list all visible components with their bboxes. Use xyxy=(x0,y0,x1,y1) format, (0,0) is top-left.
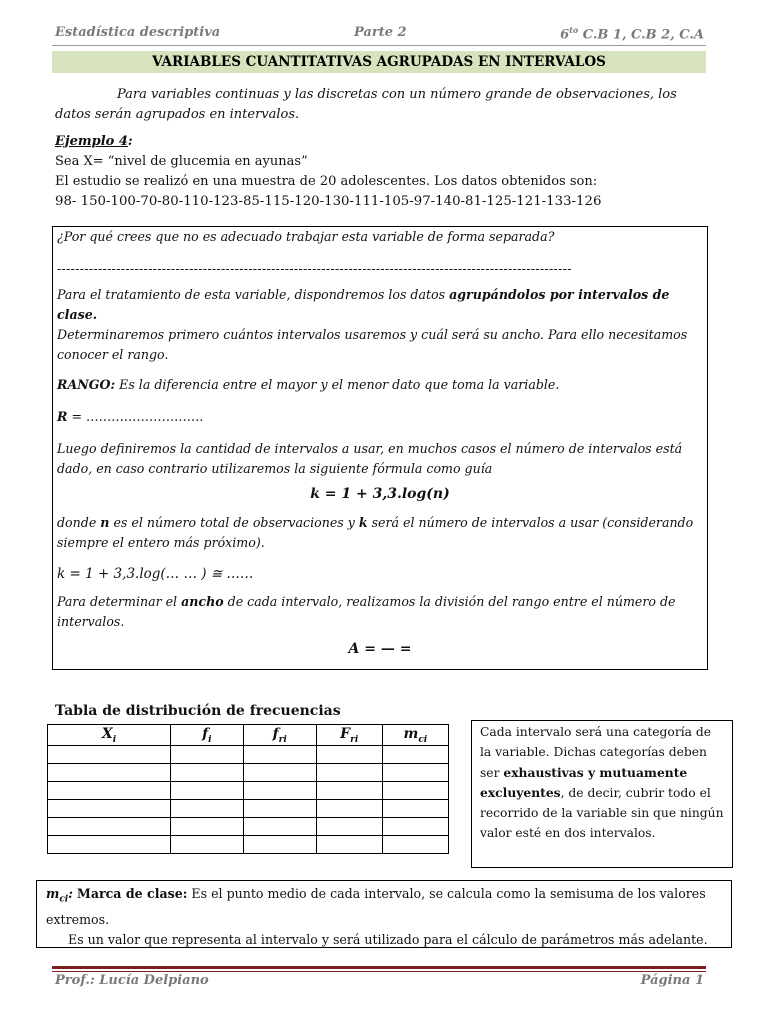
formula-k: k = 1 + 3,3.log(n) xyxy=(310,486,450,502)
paragraph-intervals: Determinaremos primero cuántos intervalos usaremos y cuál será su ancho. Para ello necesitamos conocer el rango. xyxy=(57,327,688,362)
example-line1: Sea X= “nivel de glucemia en ayunas” xyxy=(55,154,308,169)
table-cell[interactable] xyxy=(170,782,243,800)
table-cell[interactable] xyxy=(48,836,171,854)
intro-text: Para variables continuas y las discretas con un número grande de observaciones, los datos serán agrupados en intervalos. xyxy=(55,87,677,122)
footer-rule xyxy=(52,966,706,969)
example-data: 98- 150-100-70-80-110-123-85-115-120-130-111-105-97-140-81-125-121-133-126 xyxy=(55,194,602,209)
table-cell[interactable] xyxy=(316,782,382,800)
col-header-Fri: $F_{ri}$ xyxy=(316,725,382,746)
formula-k-blank: k = 1 + 3,3.log(… … ) ≅ …… xyxy=(57,566,254,582)
table-cell[interactable] xyxy=(170,836,243,854)
answer-line: ----------------------------------------------------------------------------------------------------------------- xyxy=(57,261,572,276)
explanation-box xyxy=(52,226,708,670)
header-rule xyxy=(52,45,706,46)
table-cell[interactable] xyxy=(382,782,448,800)
table-row xyxy=(48,746,449,764)
rango-definition: RANGO: Es la diferencia entre el mayor y el menor dato que toma la variable. xyxy=(57,377,560,392)
page-title: VARIABLES CUANTITATIVAS AGRUPADAS EN INTERVALOS xyxy=(52,51,706,73)
paragraph-grouping: Para el tratamiento de esta variable, dispondremos los datos agrupándolos por intervalos de clase. xyxy=(57,287,670,322)
table-cell[interactable] xyxy=(170,746,243,764)
table-cell[interactable] xyxy=(170,818,243,836)
col-header-xi: $X_i$ xyxy=(48,725,171,746)
table-cell[interactable] xyxy=(316,800,382,818)
paragraph-ancho: Para determinar el ancho de cada intervalo, realizamos la división del rango entre el número de intervalos. xyxy=(57,594,676,629)
table-cell[interactable] xyxy=(243,746,316,764)
table-cell[interactable] xyxy=(382,818,448,836)
col-header-mci: $m_{ci}$ xyxy=(382,725,448,746)
table-cell[interactable] xyxy=(316,746,382,764)
note-line1: Cada intervalo será una categoría de la variable. xyxy=(480,725,712,759)
table-cell[interactable] xyxy=(243,836,316,854)
example-line2: El estudio se realizó en una muestra de 20 adolescentes. Los datos obtenidos son: xyxy=(55,174,598,189)
table-row xyxy=(48,818,449,836)
footer-rule-thin xyxy=(52,971,706,972)
note-line2-a: Dichas categorías deben ser xyxy=(480,744,707,780)
table-cell[interactable] xyxy=(170,764,243,782)
class-mark-definition: $m_{ci}$: Marca de clase: Es el punto medio de cada intervalo, se calcula como la semisuma de los valores extremos. xyxy=(46,886,706,927)
table-cell[interactable] xyxy=(243,818,316,836)
class-mark-symbol: $m_{ci}$: xyxy=(46,886,73,905)
table-title: Tabla de distribución de frecuencias xyxy=(55,703,341,719)
table-cell[interactable] xyxy=(316,818,382,836)
table-cell[interactable] xyxy=(243,800,316,818)
table-cell[interactable] xyxy=(48,746,171,764)
example-block: Ejemplo 4: Sea X= “nivel de glucemia en ayunas” El estudio se realizó en una muestra de 20 adolescentes. Los datos obtenidos son: 98- 150-100-70-80-110-123-85-115-120-130-111-105-97-140-81-125-121-133-126 xyxy=(55,132,705,212)
rango-blank: R = ………………………. xyxy=(57,409,204,424)
table-row xyxy=(48,782,449,800)
table-cell[interactable] xyxy=(170,800,243,818)
note-emphasis: exhaustivas y mutuamente excluyentes xyxy=(480,764,688,801)
table-cell[interactable] xyxy=(382,746,448,764)
footer-author: Prof.: Lucía Delpiano xyxy=(55,973,209,988)
table-cell[interactable] xyxy=(382,836,448,854)
table-cell[interactable] xyxy=(48,800,171,818)
col-header-fi: $f_i$ xyxy=(170,725,243,746)
class-mark-box xyxy=(36,880,732,948)
table-cell[interactable] xyxy=(382,800,448,818)
header-right: $6^{to}$ C.B 1, C.B 2, C.A xyxy=(560,25,704,43)
table-cell[interactable] xyxy=(48,764,171,782)
table-cell[interactable] xyxy=(48,818,171,836)
question-text: ¿Por qué crees que no es adecuado trabajar esta variable de forma separada? xyxy=(57,229,555,244)
table-cell[interactable] xyxy=(243,782,316,800)
paragraph-formula-explain: donde n es el número total de observaciones y k será el número de intervalos a usar (considerando siempre el entero más próximo). xyxy=(57,515,694,550)
table-row xyxy=(48,836,449,854)
table-row xyxy=(48,764,449,782)
paragraph-formula-intro: Luego definiremos la cantidad de intervalos a usar, en muchos casos el número de intervalos está dado, en caso contrario utilizaremos la siguiente fórmula como guía xyxy=(57,441,683,476)
table-cell[interactable] xyxy=(243,764,316,782)
table-row xyxy=(48,800,449,818)
table-header-row xyxy=(48,725,449,746)
table-cell[interactable] xyxy=(316,836,382,854)
frequency-table xyxy=(47,724,449,854)
table-cell[interactable] xyxy=(316,764,382,782)
col-header-fri: $f_{ri}$ xyxy=(243,725,316,746)
table-cell[interactable] xyxy=(48,782,171,800)
table-cell[interactable] xyxy=(382,764,448,782)
formula-ancho: A = — = xyxy=(348,641,412,657)
example-heading: Ejemplo 4 xyxy=(55,134,128,149)
footer-page-number: Página 1 xyxy=(640,973,704,988)
interval-note-box xyxy=(471,720,733,868)
class-mark-usage: Es un valor que representa al intervalo y será utilizado para el cálculo de parámetros más adelante. xyxy=(68,931,708,947)
note-line2-c: , de decir, cubrir todo el recorrido de la variable sin que ningún valor esté en dos intervalos. xyxy=(480,786,724,840)
header-center: Parte 2 xyxy=(354,25,407,40)
header-left: Estadística descriptiva xyxy=(55,25,221,40)
